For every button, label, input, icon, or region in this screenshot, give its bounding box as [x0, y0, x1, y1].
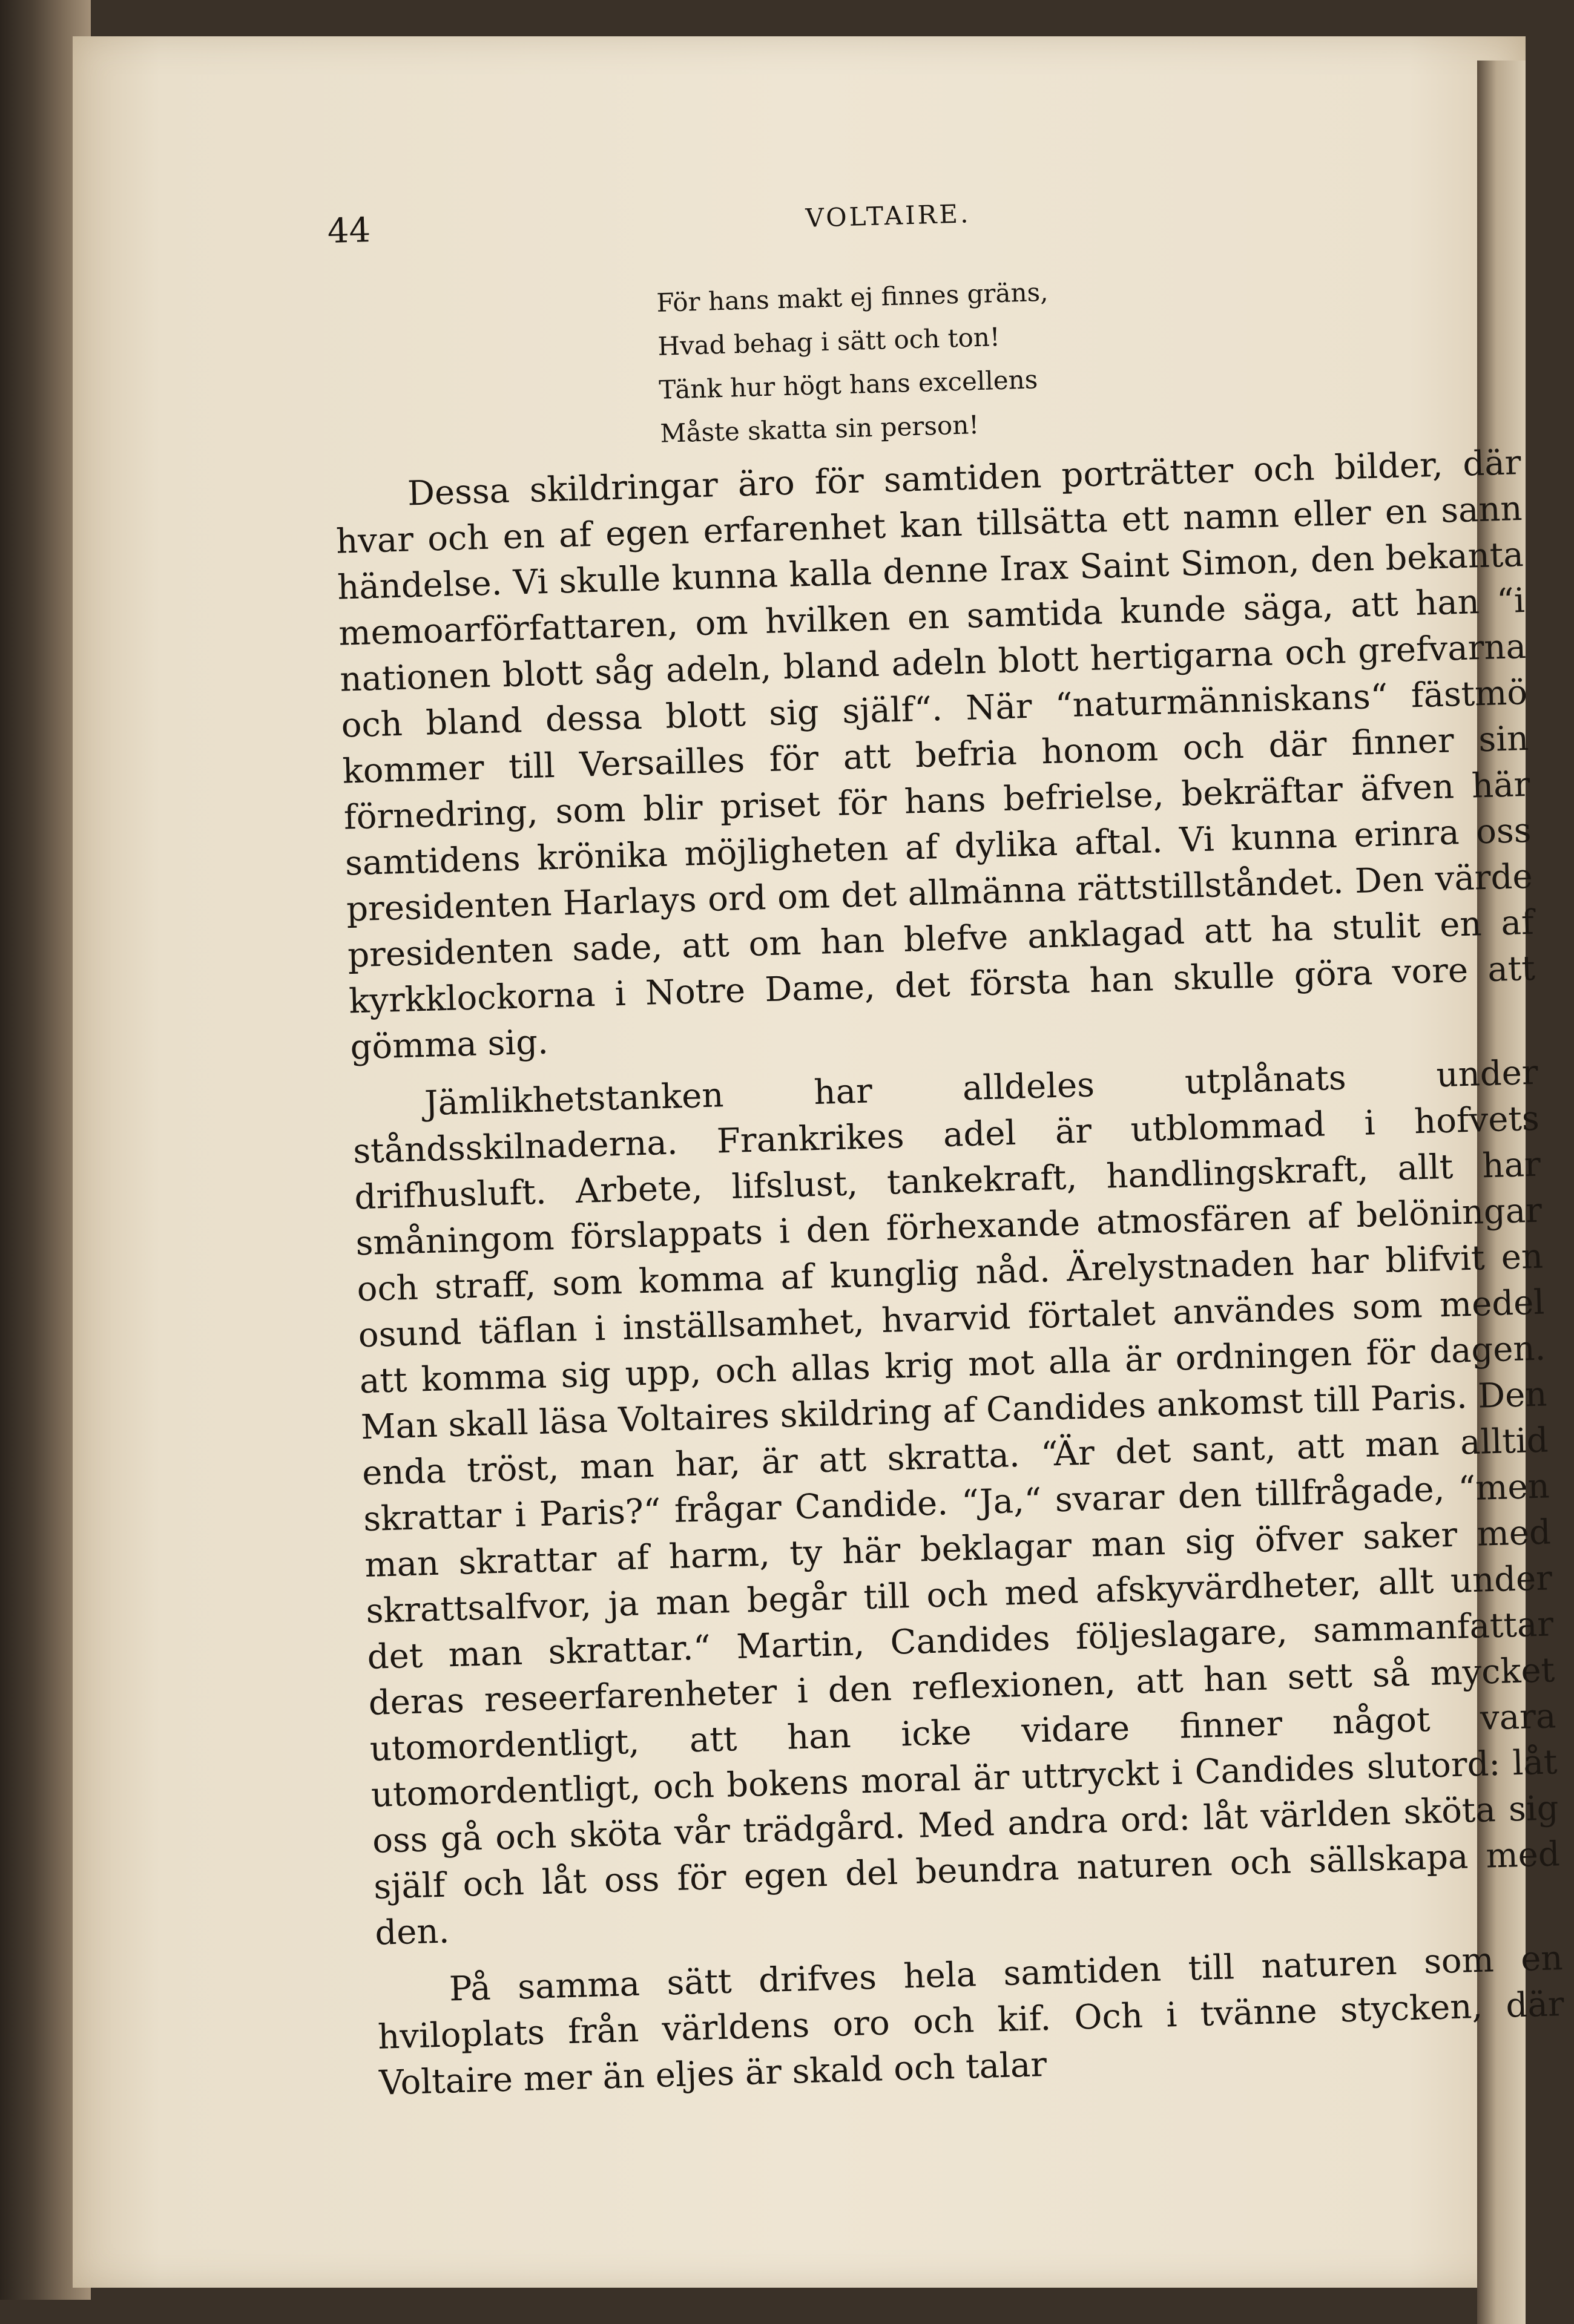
page-header — [327, 179, 1515, 266]
verse-line: Tänk hur högt hans excellens — [658, 364, 1038, 405]
verse-line: För hans makt ej finnes gräns, — [656, 277, 1049, 318]
paragraph: Jämlikhetstanken har alldeles utplånats under ståndsskilnaderna. Frankrikes adel är utblommad i hofvets drifhusluft. Arbete, lifslust, tankekraft, handlingskraft, allt har småningom förslappats i den förhexande atmosfären af belöningar och straff, som komma af kunglig nåd. Ärelystnaden har blifvit en osund täflan i inställsamhet, hvarvid förtalet användes som medel att komma sig upp, och allas krig mot alla är ordningen för dagen. Man skall läsa Voltaires skildring af Candides ankomst till Paris. Den enda tröst, man har, är att skratta. “Är det sant, att man alltid skrattar i Paris?“ frågar Candide. “Ja,“ svarar den tillfrågade, “men man skrattar af harm, ty här beklagar man sig öfver saker med skrattsalfvor, ja man begår till och med afskyvärdheter, allt under det man skrattar.“ Martin, Candides följeslagare, sammanfattar deras reseerfarenheter i den reflexionen, att han sett så mycket utomordentligt, att han icke vidare finner något vara utomordentligt, och bokens moral är uttryckt i Candides slutord: låt oss gå och sköta vår trädgård. Med andra ord: låt världen sköta sig själf och låt oss för egen del beundra naturen och sällskapa med den. — [352, 1052, 1561, 1953]
page-number: 44 — [327, 211, 372, 251]
verse-block — [656, 257, 1520, 456]
book-page — [73, 36, 1565, 2288]
verse-line: Hvad behag i sätt och ton! — [657, 322, 1001, 361]
page-content — [327, 179, 1566, 2118]
verse-line: Måste skatta sin person! — [659, 410, 980, 448]
paragraph: Dessa skildringar äro för samtiden porträtter och bilder, där hvar och en af egen erfarenhet kan tillsätta ett namn eller en sann händelse. Vi skulle kunna kalla denne Irax Saint Simon, den bekanta memoarförfattaren, om hvilken en samtida kunde säga, att han “i nationen blott såg adeln, bland adeln blott hertigarna och grefvarna och bland dessa blott sig själf“. När “naturmänniskans“ fästmö kommer till Versailles för att befria honom och där finner sin förnedring, som blir priset för hans befrielse, bekräftar äfven här samtidens krönika möjligheten af dylika aftal. Vi kunna erinra oss presidenten Harlays ord om det allmänna rättstillståndet. Den värde presidenten sade, att om han blefve anklagad att ha stulit en af kyrkklockorna i Notre Dame, det första han skulle göra vore att gömma sig. — [335, 443, 1536, 1068]
paragraph: På samma sätt drifves hela samtiden till naturen som en hviloplats från världens oro och kif. Och i tvänne stycken, där Voltaire mer än eljes är skald och talar — [377, 1938, 1565, 2103]
running-head: VOLTAIRE. — [805, 199, 971, 233]
